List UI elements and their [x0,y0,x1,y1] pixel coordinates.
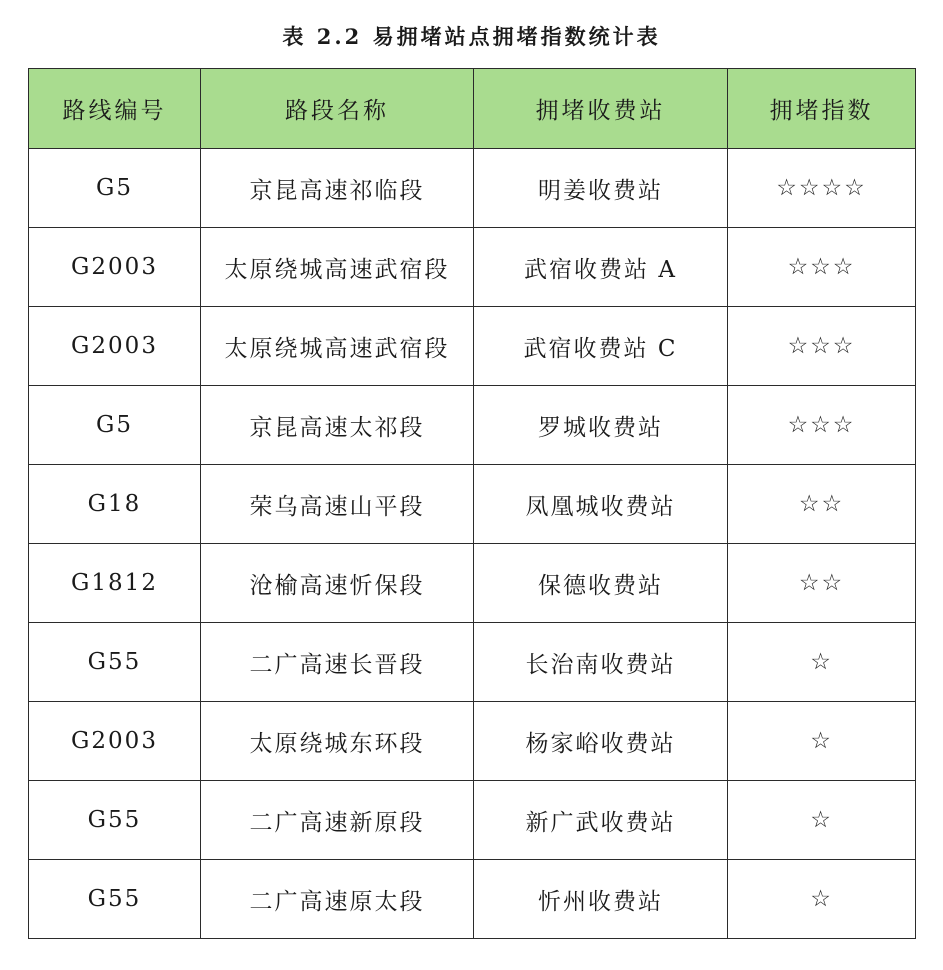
congestion-stars-cell: ☆☆ [728,544,916,623]
route-code-cell: G5 [29,386,201,465]
station-cell: 长治南收费站 [474,623,728,702]
station-cell: 明姜收费站 [474,149,728,228]
table-row [29,307,916,386]
table-row [29,702,916,781]
segment-name-cell: 沧榆高速忻保段 [201,544,474,623]
segment-name-cell: 太原绕城东环段 [201,702,474,781]
congestion-stars-cell: ☆☆☆ [728,386,916,465]
route-code-cell: G2003 [29,702,201,781]
table-row [29,860,916,939]
congestion-stars-cell: ☆☆ [728,465,916,544]
table-title: 表 2.2 易拥堵站点拥堵指数统计表 [282,24,661,49]
segment-name-cell: 京昆高速祁临段 [201,149,474,228]
station-cell: 武宿收费站 C [474,307,728,386]
segment-name-cell: 二广高速新原段 [201,781,474,860]
station-cell: 保德收费站 [474,544,728,623]
table-row [29,465,916,544]
route-code-cell: G18 [29,465,201,544]
table-header-row [29,69,916,149]
table-row [29,544,916,623]
segment-name-cell: 荣乌高速山平段 [201,465,474,544]
route-code-cell: G55 [29,623,201,702]
station-cell: 罗城收费站 [474,386,728,465]
table-row [29,149,916,228]
table-row [29,228,916,307]
congestion-stars-cell: ☆ [728,781,916,860]
station-cell: 凤凰城收费站 [474,465,728,544]
segment-name-cell: 二广高速原太段 [201,860,474,939]
station-cell: 新广武收费站 [474,781,728,860]
header-segment-name: 路段名称 [201,69,474,149]
header-route-code: 路线编号 [29,69,201,149]
header-congestion-index: 拥堵指数 [728,69,916,149]
segment-name-cell: 京昆高速太祁段 [201,386,474,465]
route-code-cell: G1812 [29,544,201,623]
header-congested-station: 拥堵收费站 [474,69,728,149]
route-code-cell: G55 [29,781,201,860]
congestion-stars-cell: ☆ [728,860,916,939]
congestion-stars-cell: ☆ [728,623,916,702]
route-code-cell: G5 [29,149,201,228]
segment-name-cell: 二广高速长晋段 [201,623,474,702]
congestion-stars-cell: ☆☆☆ [728,228,916,307]
station-cell: 忻州收费站 [474,860,728,939]
route-code-cell: G2003 [29,228,201,307]
congestion-index-table [28,68,916,939]
table-row [29,386,916,465]
table-row [29,623,916,702]
station-cell: 武宿收费站 A [474,228,728,307]
table-row [29,781,916,860]
route-code-cell: G2003 [29,307,201,386]
congestion-stars-cell: ☆ [728,702,916,781]
congestion-stars-cell: ☆☆☆ [728,307,916,386]
segment-name-cell: 太原绕城高速武宿段 [201,228,474,307]
segment-name-cell: 太原绕城高速武宿段 [201,307,474,386]
route-code-cell: G55 [29,860,201,939]
congestion-stars-cell: ☆☆☆☆ [728,149,916,228]
station-cell: 杨家峪收费站 [474,702,728,781]
